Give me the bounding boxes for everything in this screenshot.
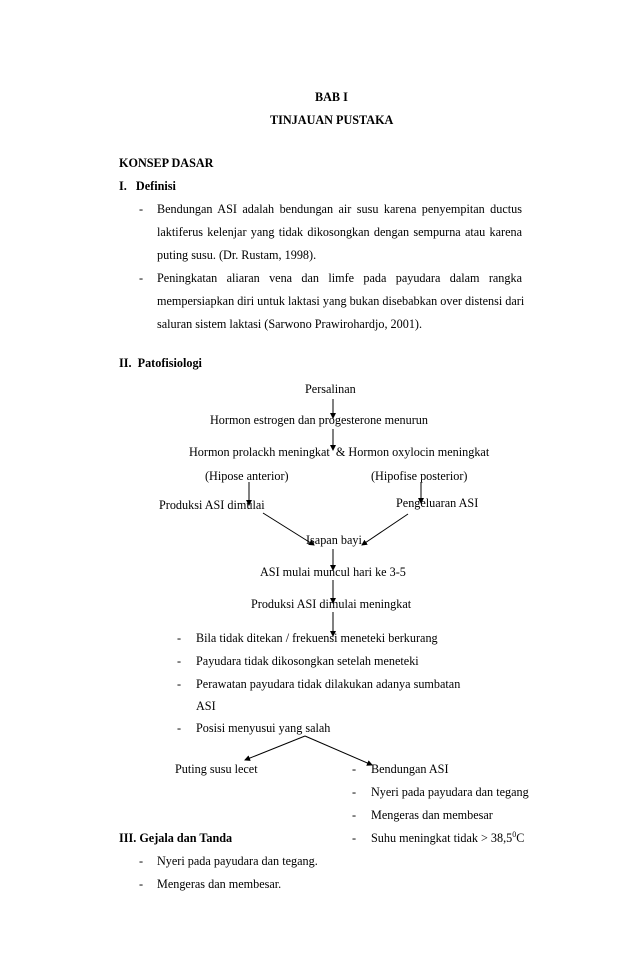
- result-text-4-main: Suhu meningkat tidak > 38,5: [371, 831, 513, 845]
- result-text-4-unit: C: [516, 831, 525, 845]
- flow-hipose-anterior: (Hipose anterior): [205, 469, 289, 483]
- result-text-3: Mengeras dan membesar: [371, 808, 493, 822]
- gejala-heading: III. Gejala dan Tanda: [119, 831, 233, 845]
- arrow-pengeluaran-to-isapan: [362, 514, 408, 545]
- definisi-line-1-3: puting susu. (Dr. Rustam, 1998).: [157, 248, 317, 262]
- gejala-dash-2: -: [139, 877, 144, 891]
- chapter-label: BAB I: [315, 90, 348, 104]
- gejala-text-1: Nyeri pada payudara dan tegang.: [157, 854, 318, 868]
- cause-text-3-cont: ASI: [196, 699, 216, 713]
- result-text-2: Nyeri pada payudara dan tegang: [371, 785, 529, 799]
- cause-dash-1: -: [177, 631, 182, 645]
- definisi-line-1-1: Bendungan ASI adalah bendungan air susu karena penyempitan ductus: [157, 202, 522, 216]
- flow-hormon-estrogen: Hormon estrogen dan progesterone menurun: [210, 413, 428, 427]
- definisi-heading: I. Definisi: [119, 179, 176, 193]
- section-title: KONSEP DASAR: [119, 156, 214, 170]
- patofisiologi-heading: II. Patofisiologi: [119, 356, 202, 370]
- page-title: TINJAUAN PUSTAKA: [270, 113, 394, 127]
- flow-isapan-bayi: Isapan bayi: [306, 533, 362, 547]
- cause-text-1: Bila tidak ditekan / frekuensi meneteki berkurang: [196, 631, 438, 645]
- flow-hipofise-posterior: (Hipofise posterior): [371, 469, 468, 483]
- definisi-line-1-2: laktiferus kelenjar yang tidak dikosongkan dengan sempurna atau karena: [157, 225, 522, 239]
- cause-dash-4: -: [177, 721, 182, 735]
- cause-text-4: Posisi menyusui yang salah: [196, 721, 331, 735]
- gejala-text-2: Mengeras dan membesar.: [157, 877, 282, 891]
- cause-dash-3: -: [177, 677, 182, 691]
- definisi-line-2-1: Peningkatan aliaran vena dan limfe pada payudara dalam rangka: [157, 271, 522, 285]
- gejala-dash-1: -: [139, 854, 144, 868]
- result-dash-1: -: [352, 762, 357, 776]
- flow-persalinan: Persalinan: [305, 382, 356, 396]
- result-dash-2: -: [352, 785, 357, 799]
- flow-pengeluaran-asi: Pengeluaran ASI: [396, 496, 479, 510]
- flow-asi-muncul: ASI mulai muncul hari ke 3-5: [260, 565, 406, 579]
- result-dash-4: -: [352, 831, 357, 845]
- cause-text-3: Perawatan payudara tidak dilakukan adanya sumbatan: [196, 677, 461, 691]
- flow-produksi-asi-dimulai: Produksi ASI dimulai: [159, 498, 265, 512]
- flow-puting-lecet: Puting susu lecet: [175, 762, 258, 776]
- flow-produksi-meningkat: Produksi ASI dimulai meningkat: [251, 597, 412, 611]
- definisi-line-2-2: mempersiapkan diri untuk laktasi yang bukan disebabkan over distensi dari: [157, 294, 525, 308]
- arrow-causes-to-results: [305, 736, 372, 765]
- definisi-line-2-3: saluran sistem laktasi (Sarwono Prawirohardjo, 2001).: [157, 317, 423, 331]
- result-text-1: Bendungan ASI: [371, 762, 449, 776]
- result-dash-3: -: [352, 808, 357, 822]
- arrow-produksi-to-isapan: [263, 513, 314, 545]
- flow-hormon-prolackh: Hormon prolackh meningkat & Hormon oxylocin meningkat: [189, 445, 490, 459]
- cause-dash-2: -: [177, 654, 182, 668]
- cause-text-2: Payudara tidak dikosongkan setelah meneteki: [196, 654, 419, 668]
- definisi-dash-1: -: [139, 202, 144, 216]
- result-text-4-sup: 0: [512, 830, 517, 839]
- arrow-causes-to-puting-lecet: [245, 736, 305, 760]
- definisi-dash-2: -: [139, 271, 144, 285]
